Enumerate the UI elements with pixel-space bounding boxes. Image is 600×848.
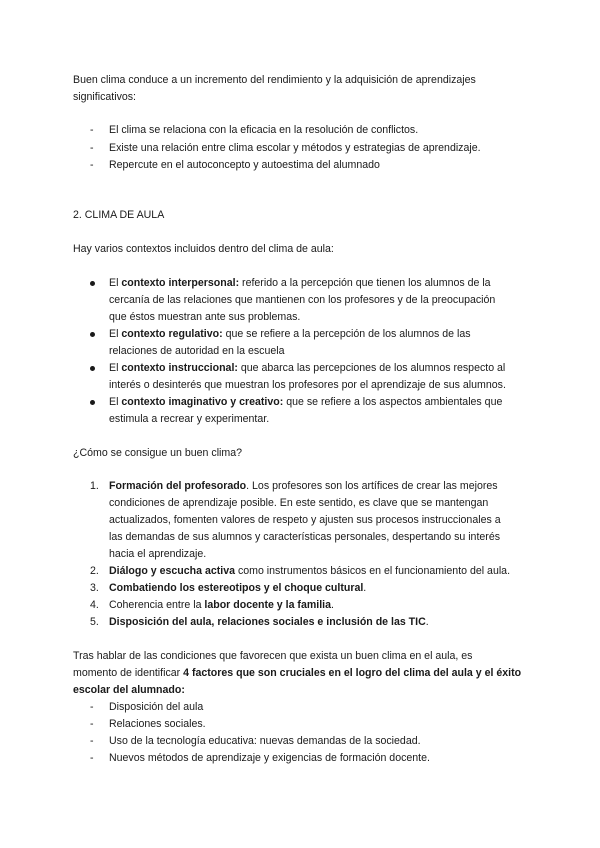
list-item: Disposición del aula, relaciones sociales e inclusión de las TIC. bbox=[109, 616, 429, 628]
list-item: El contexto instruccional: que abarca las percepciones de los alumnos respecto al bbox=[109, 362, 506, 374]
list-item-continuation: condiciones de aprendizaje posible. En este sentido, es clave que se mantengan bbox=[109, 497, 489, 509]
list-item-continuation: estimula a recrear y experimentar. bbox=[109, 413, 270, 425]
dash-marker: - bbox=[90, 701, 94, 713]
bullet-icon bbox=[90, 281, 95, 286]
list-number: 4. bbox=[90, 599, 99, 611]
bullet-icon bbox=[90, 366, 95, 371]
list-item-continuation: relaciones de autoridad en la escuela bbox=[109, 345, 285, 357]
list-item: Formación del profesorado. Los profesores son los artífices de crear las mejores bbox=[109, 480, 498, 492]
list-item: El contexto regulativo: que se refiere a la percepción de los alumnos de las bbox=[109, 328, 471, 340]
list-item-continuation: hacia el aprendizaje. bbox=[109, 548, 207, 560]
contexts-intro: Hay varios contextos incluidos dentro del clima de aula: bbox=[73, 243, 334, 255]
bullet-icon bbox=[90, 332, 95, 337]
list-item-continuation: las demandas de sus alumnos y características personales, despertando su interés bbox=[109, 531, 501, 543]
list-item-continuation: que éstos muestran ante sus problemas. bbox=[109, 311, 301, 323]
list-item-continuation: cercanía de las relaciones que mantienen con los profesores y de la preocupación bbox=[109, 294, 496, 306]
list-item: Coherencia entre la labor docente y la familia. bbox=[109, 599, 334, 611]
factors-intro-line-2: momento de identificar 4 factores que son cruciales en el logro del clima del aula y el éxito bbox=[73, 667, 522, 679]
list-item-continuation: actualizados, fomenten valores de respeto y ajusten sus procesos instruccionales a bbox=[109, 514, 501, 526]
bullet-icon bbox=[90, 400, 95, 405]
list-item: Relaciones sociales. bbox=[109, 718, 206, 730]
section-heading: 2. CLIMA DE AULA bbox=[73, 209, 165, 221]
list-number: 2. bbox=[90, 565, 99, 577]
list-item: El clima se relaciona con la eficacia en la resolución de conflictos. bbox=[109, 124, 419, 136]
dash-marker: - bbox=[90, 159, 94, 171]
dash-marker: - bbox=[90, 142, 94, 154]
factors-intro-line-3: escolar del alumnado: bbox=[73, 684, 185, 696]
dash-marker: - bbox=[90, 752, 94, 764]
dash-marker: - bbox=[90, 124, 94, 136]
intro-line-1: Buen clima conduce a un incremento del rendimiento y la adquisición de aprendizajes bbox=[73, 74, 476, 86]
dash-marker: - bbox=[90, 735, 94, 747]
list-number: 1. bbox=[90, 480, 99, 492]
list-item: Repercute en el autoconcepto y autoestima del alumnado bbox=[109, 159, 380, 171]
list-item: Diálogo y escucha activa como instrumentos básicos en el funcionamiento del aula. bbox=[109, 565, 511, 577]
list-item: El contexto imaginativo y creativo: que se refiere a los aspectos ambientales que bbox=[109, 396, 503, 408]
factors-intro-line-1: Tras hablar de las condiciones que favorecen que exista un buen clima en el aula, es bbox=[73, 650, 473, 662]
dash-marker: - bbox=[90, 718, 94, 730]
list-item: Combatiendo los estereotipos y el choque cultural. bbox=[109, 582, 367, 594]
list-number: 3. bbox=[90, 582, 99, 594]
list-item: Disposición del aula bbox=[109, 701, 204, 713]
list-item: Nuevos métodos de aprendizaje y exigencias de formación docente. bbox=[109, 752, 430, 764]
intro-line-2: significativos: bbox=[73, 91, 136, 103]
question-heading: ¿Cómo se consigue un buen clima? bbox=[73, 447, 243, 459]
list-item: Uso de la tecnología educativa: nuevas demandas de la sociedad. bbox=[109, 735, 421, 747]
list-item-continuation: interés o desinterés que muestran los profesores por el aprendizaje de sus alumnos. bbox=[109, 379, 506, 391]
list-item: Existe una relación entre clima escolar y métodos y estrategias de aprendizaje. bbox=[109, 142, 481, 154]
list-number: 5. bbox=[90, 616, 99, 628]
list-item: El contexto interpersonal: referido a la percepción que tienen los alumnos de la bbox=[109, 277, 491, 289]
